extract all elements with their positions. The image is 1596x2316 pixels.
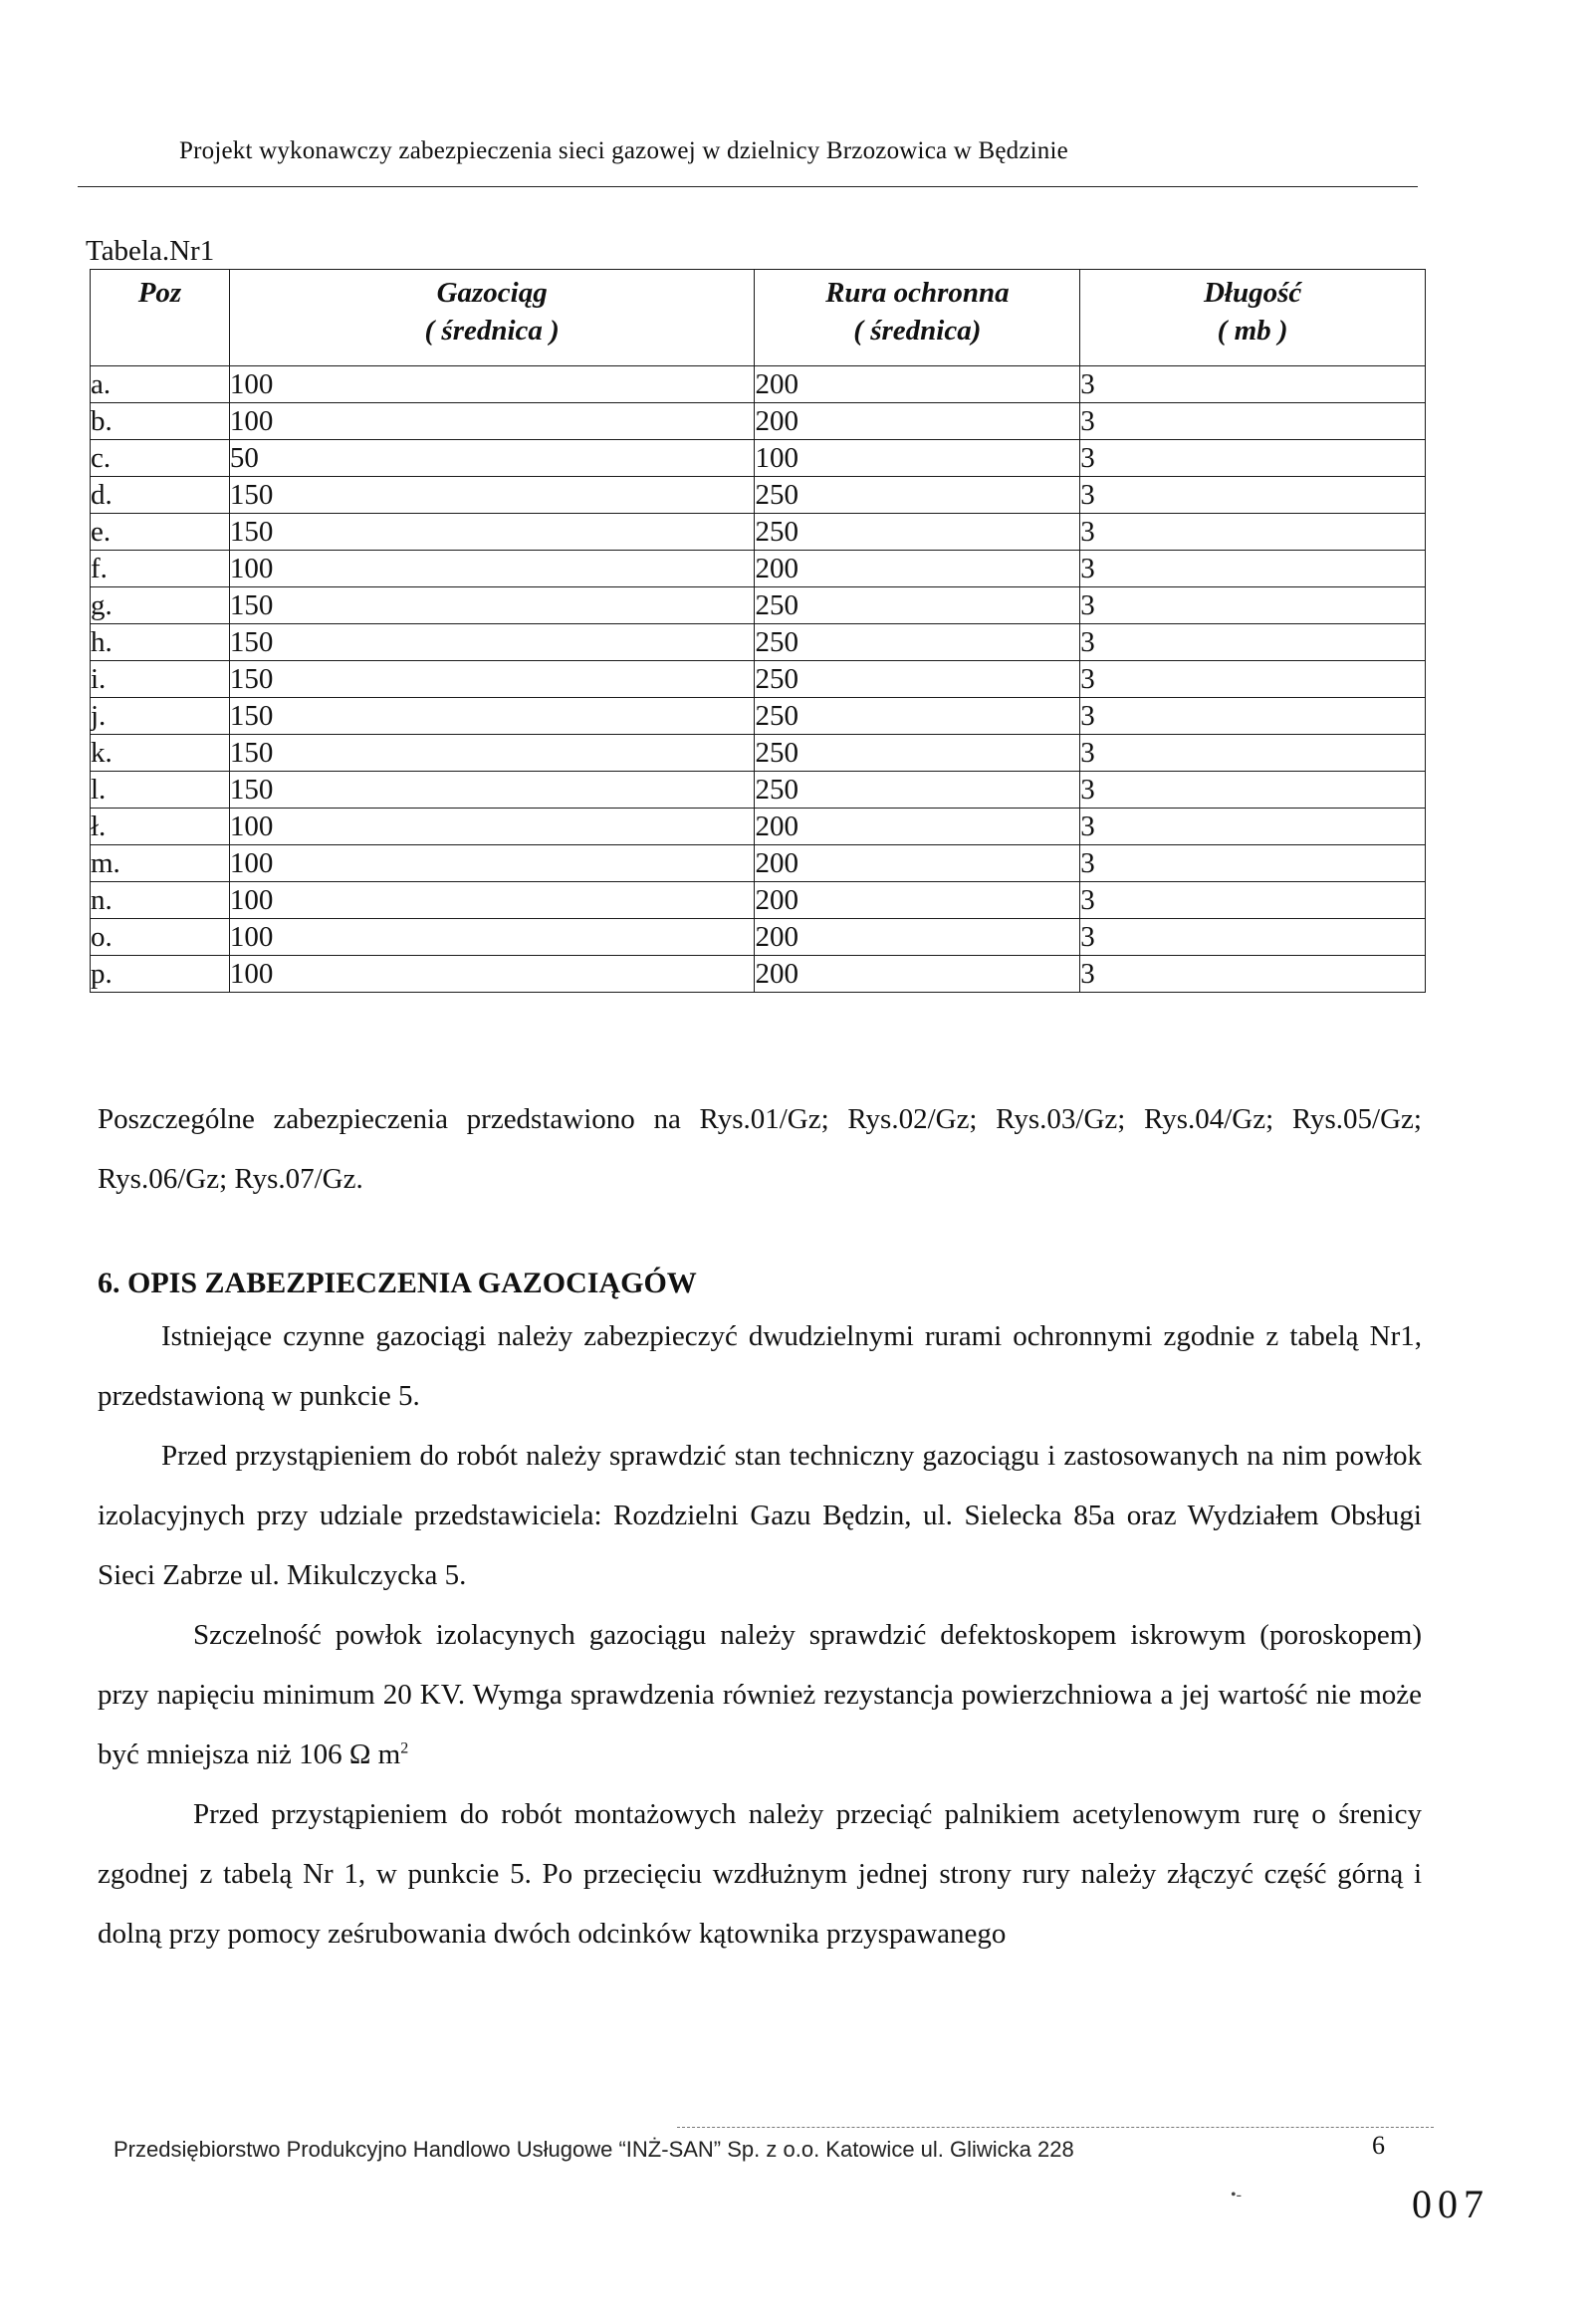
specification-table — [90, 269, 1426, 993]
cell-dlugosc: 3 — [1080, 882, 1426, 919]
table-body — [91, 366, 1426, 993]
cell-dlugosc: 3 — [1080, 440, 1426, 477]
table-header-row — [91, 270, 1426, 366]
cell-dlugosc: 3 — [1080, 772, 1426, 809]
cell-rura: 200 — [755, 845, 1080, 882]
cell-rura: 250 — [755, 514, 1080, 551]
cell-gazociag: 150 — [229, 661, 755, 698]
footer-rule — [677, 2127, 1434, 2128]
cell-dlugosc: 3 — [1080, 477, 1426, 514]
cell-poz: n. — [91, 882, 230, 919]
table-row — [91, 809, 1426, 845]
cell-dlugosc: 3 — [1080, 956, 1426, 993]
cell-poz: f. — [91, 551, 230, 587]
header-poz — [91, 270, 230, 366]
cell-dlugosc: 3 — [1080, 845, 1426, 882]
cell-rura: 200 — [755, 919, 1080, 956]
paragraph-2: Przed przystąpieniem do robót należy sprawdzić stan techniczny gazociągu i zastosowanych na nim powłok izolacyjnych przy udziale przedstawiciela: Rozdzielni Gazu Będzin, ul. Sielecka 85a oraz Wydziałem Obsługi Sieci Zabrze ul. Mikulczycka 5. — [98, 1440, 1422, 1591]
cell-dlugosc: 3 — [1080, 551, 1426, 587]
header-dlugosc-label: Długość — [1203, 277, 1302, 309]
cell-poz: l. — [91, 772, 230, 809]
cell-dlugosc: 3 — [1080, 624, 1426, 661]
header-gazociag-label: Gazociąg — [436, 277, 548, 309]
cell-gazociag: 100 — [229, 919, 755, 956]
cell-gazociag: 100 — [229, 882, 755, 919]
paragraph-3 — [98, 1605, 1422, 1784]
paragraph-3-superscript: 2 — [400, 1739, 409, 1757]
cell-gazociag: 150 — [229, 698, 755, 735]
table-row — [91, 587, 1426, 624]
table-row — [91, 772, 1426, 809]
cell-dlugosc: 3 — [1080, 661, 1426, 698]
cell-dlugosc: 3 — [1080, 735, 1426, 772]
cell-poz: m. — [91, 845, 230, 882]
table-row — [91, 661, 1426, 698]
cell-rura: 200 — [755, 551, 1080, 587]
cell-poz: h. — [91, 624, 230, 661]
table-row — [91, 956, 1426, 993]
header-gazociag-sub: ( średnica ) — [424, 315, 560, 347]
section-body — [98, 1306, 1422, 1964]
cell-rura: 250 — [755, 772, 1080, 809]
figures-reference: Poszczególne zabezpieczenia przedstawiono na Rys.01/Gz; Rys.02/Gz; Rys.03/Gz; Rys.04/Gz; Rys.05/Gz; Rys.06/Gz; Rys.07/Gz. — [98, 1103, 1422, 1195]
cell-dlugosc: 3 — [1080, 587, 1426, 624]
cell-rura: 250 — [755, 587, 1080, 624]
paragraph-3-text: Szczelność powłok izolacynych gazociągu należy sprawdzić defektoskopem iskrowym (poroskopem) przy napięciu minimum 20 KV. Wymga sprawdzenia również rezystancja powierzchniowa a jej wartość nie może być mniejsza niż 106 Ω m — [98, 1619, 1422, 1770]
cell-dlugosc: 3 — [1080, 698, 1426, 735]
cell-rura: 250 — [755, 661, 1080, 698]
page-number: 6 — [1372, 2131, 1385, 2160]
cell-dlugosc: 3 — [1080, 809, 1426, 845]
table-caption: Tabela.Nr1 — [86, 235, 215, 267]
header-poz-label: Poz — [137, 277, 182, 309]
cell-rura: 250 — [755, 735, 1080, 772]
cell-gazociag: 100 — [229, 845, 755, 882]
header-dlugosc-sub: ( mb ) — [1217, 315, 1288, 347]
cell-rura: 200 — [755, 882, 1080, 919]
header-dlugosc — [1080, 270, 1426, 366]
cell-rura: 100 — [755, 440, 1080, 477]
table-row — [91, 551, 1426, 587]
cell-gazociag: 150 — [229, 624, 755, 661]
cell-gazociag: 150 — [229, 514, 755, 551]
table-row — [91, 403, 1426, 440]
cell-rura: 200 — [755, 403, 1080, 440]
table-row — [91, 882, 1426, 919]
page-stamp: 007 — [1412, 2182, 1489, 2226]
cell-poz: o. — [91, 919, 230, 956]
cell-poz: j. — [91, 698, 230, 735]
table-row — [91, 440, 1426, 477]
cell-poz: ł. — [91, 809, 230, 845]
cell-rura: 250 — [755, 624, 1080, 661]
cell-poz: d. — [91, 477, 230, 514]
cell-gazociag: 150 — [229, 735, 755, 772]
cell-dlugosc: 3 — [1080, 366, 1426, 403]
cell-rura: 200 — [755, 956, 1080, 993]
cell-gazociag: 150 — [229, 772, 755, 809]
table-row — [91, 919, 1426, 956]
cell-rura: 200 — [755, 809, 1080, 845]
header-rura-label: Rura ochronna — [825, 277, 1010, 309]
document-header: Projekt wykonawczy zabezpieczenia sieci gazowej w dzielnicy Brzozowica w Będzinie — [179, 137, 1068, 164]
table-row — [91, 845, 1426, 882]
paragraph-4: Przed przystąpieniem do robót montażowych należy przeciąć palnikiem acetylenowym rurę o śrenicy zgodnej z tabelą Nr 1, w punkcie 5. Po przecięciu wzdłużnym jednej strony rury należy złączyć część górną i dolną przy pomocy ześrubowania dwóch odcinków kątownika przyspawanego — [98, 1798, 1422, 1950]
cell-dlugosc: 3 — [1080, 403, 1426, 440]
scan-mark: •- — [1231, 2187, 1242, 2203]
header-rura-sub: ( średnica) — [853, 315, 982, 347]
cell-gazociag: 100 — [229, 403, 755, 440]
table-row — [91, 514, 1426, 551]
cell-poz: p. — [91, 956, 230, 993]
cell-poz: g. — [91, 587, 230, 624]
table-row — [91, 735, 1426, 772]
cell-gazociag: 150 — [229, 587, 755, 624]
table-row — [91, 698, 1426, 735]
table-row — [91, 366, 1426, 403]
cell-dlugosc: 3 — [1080, 514, 1426, 551]
header-gazociag — [229, 270, 755, 366]
cell-poz: e. — [91, 514, 230, 551]
cell-gazociag: 100 — [229, 956, 755, 993]
cell-gazociag: 100 — [229, 809, 755, 845]
cell-dlugosc: 3 — [1080, 919, 1426, 956]
table-row — [91, 477, 1426, 514]
cell-gazociag: 100 — [229, 551, 755, 587]
cell-gazociag: 100 — [229, 366, 755, 403]
cell-rura: 250 — [755, 477, 1080, 514]
footer-company: Przedsiębiorstwo Produkcyjno Handlowo Usługowe “INŻ-SAN” Sp. z o.o. Katowice ul. Gliwicka 228 — [114, 2137, 1074, 2162]
cell-poz: b. — [91, 403, 230, 440]
cell-poz: i. — [91, 661, 230, 698]
header-rura — [755, 270, 1080, 366]
cell-rura: 250 — [755, 698, 1080, 735]
cell-poz: a. — [91, 366, 230, 403]
cell-gazociag: 150 — [229, 477, 755, 514]
header-rule — [78, 186, 1418, 187]
section-title: 6. OPIS ZABEZPIECZENIA GAZOCIĄGÓW — [98, 1267, 697, 1299]
table-row — [91, 624, 1426, 661]
cell-gazociag: 50 — [229, 440, 755, 477]
cell-poz: c. — [91, 440, 230, 477]
cell-rura: 200 — [755, 366, 1080, 403]
paragraph-1: Istniejące czynne gazociągi należy zabezpieczyć dwudzielnymi rurami ochronnymi zgodnie z tabelą Nr1, przedstawioną w punkcie 5. — [98, 1320, 1422, 1412]
cell-poz: k. — [91, 735, 230, 772]
